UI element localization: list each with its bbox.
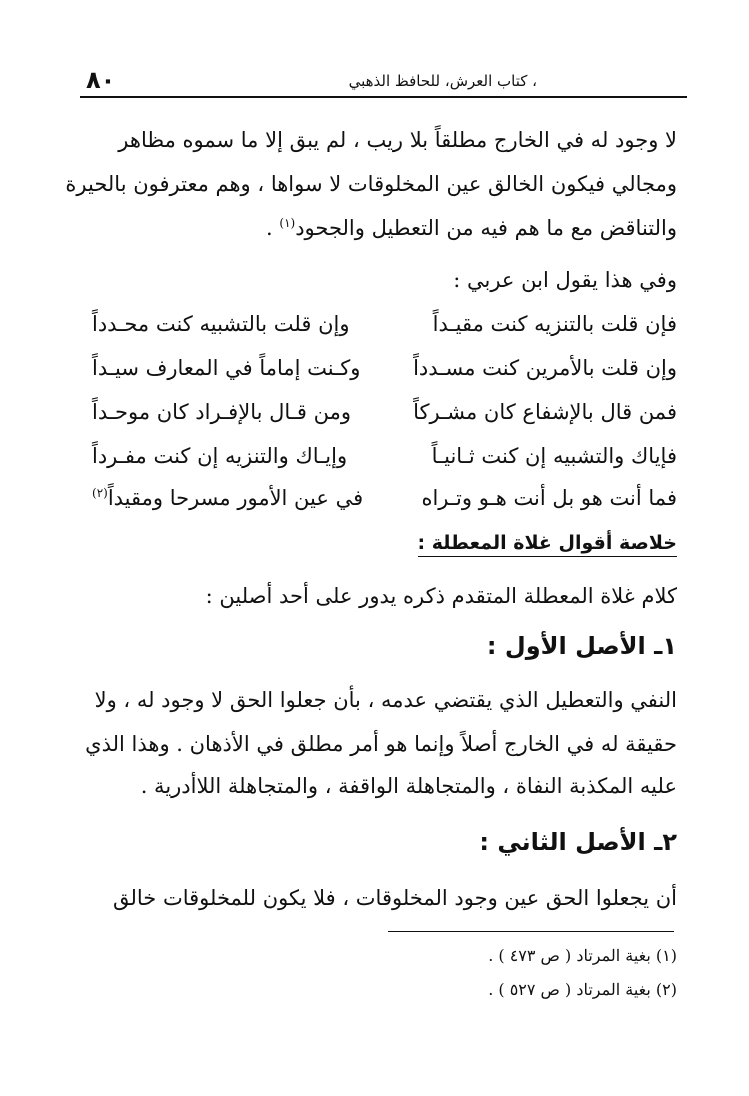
verse-second-hemistich: ومن قـال بالإفـراد كان موحـداً [92, 400, 352, 424]
page-number: ٨٠ [86, 66, 116, 94]
verse-row [92, 356, 677, 396]
verse-first-hemistich: فإياك والتشبيه إن كنت ثـانيـاً [431, 444, 677, 468]
section1-line-3: عليه المكذبة النفاة ، والمتجاهلة الواقفة ، والمتجاهلة اللاأدرية . [140, 774, 677, 798]
verse-first-hemistich: فما أنت هو بل أنت هـو وتـراه [421, 486, 677, 510]
paragraph1-line-3-text: والتناقض مع ما هم فيه من التعطيل والجحود [295, 216, 677, 240]
paragraph1-line-1: لا وجود له في الخارج مطلقاً بلا ريب ، لم يبق إلا ما سموه مظاهر [118, 128, 677, 152]
verse-second-hemistich: وإيـاك والتنزيه إن كنت مفـرداً [92, 444, 348, 468]
summary-intro: كلام غلاة المعطلة المتقدم ذكره يدور على أحد أصلين : [205, 584, 677, 608]
section1-heading: ١ـ الأصل الأول : [486, 632, 677, 660]
verse-first-hemistich: فإن قلت بالتنزيه كنت مقيـداً [432, 312, 677, 336]
verse-row [92, 444, 677, 484]
verse-second-hemistich [92, 486, 363, 510]
footnote-ref-2: (٢) [92, 486, 108, 500]
verse-first-hemistich: وإن قلت بالأمرين كنت مسـدداً [413, 356, 677, 380]
verse-first-hemistich: فمن قال بالإشفاع كان مشـركاً [413, 400, 677, 424]
page-header [80, 66, 687, 98]
verse-second-hemistich-text: في عين الأمور مسرحا ومقيداً [107, 486, 364, 510]
footnote-1: (١) بغية المرتاد ( ص ٤٧٣ ) . [488, 946, 677, 965]
paragraph1-line-3 [266, 216, 677, 240]
section2-heading: ٢ـ الأصل الثاني : [479, 828, 677, 856]
verse-row [92, 400, 677, 440]
verse-second-hemistich: وإن قلت بالتشبيه كنت محـدداً [92, 312, 350, 336]
section1-line-1: النفي والتعطيل الذي يقتضي عدمه ، بأن جعلوا الحق لا وجود له ، ولا [94, 688, 677, 712]
verses-intro: وفي هذا يقول ابن عربي : [453, 268, 677, 292]
verse-second-hemistich: وكـنت إماماً في المعارف سيـداً [92, 356, 361, 380]
footnote-divider [388, 931, 674, 932]
running-title: ، كتاب العرش، للحافظ الذهبي [348, 72, 537, 90]
footnote-ref-1: (١) [279, 216, 296, 230]
verse-row [92, 486, 677, 526]
section1-line-2: حقيقة له في الخارج أصلاً وإنما هو أمر مطلق في الأذهان . وهذا الذي [85, 732, 677, 756]
verse-row [92, 312, 677, 352]
paragraph1-end: . [266, 216, 280, 240]
footnote-2: (٢) بغية المرتاد ( ص ٥٢٧ ) . [488, 980, 677, 999]
section2-line-1: أن يجعلوا الحق عين وجود المخلوقات ، فلا يكون للمخلوقات خالق [113, 886, 677, 910]
summary-heading: خلاصة أقوال غلاة المعطلة : [418, 532, 677, 557]
paragraph1-line-2: ومجالي فيكون الخالق عين المخلوقات لا سواها ، وهم معترفون بالحيرة [65, 172, 677, 196]
